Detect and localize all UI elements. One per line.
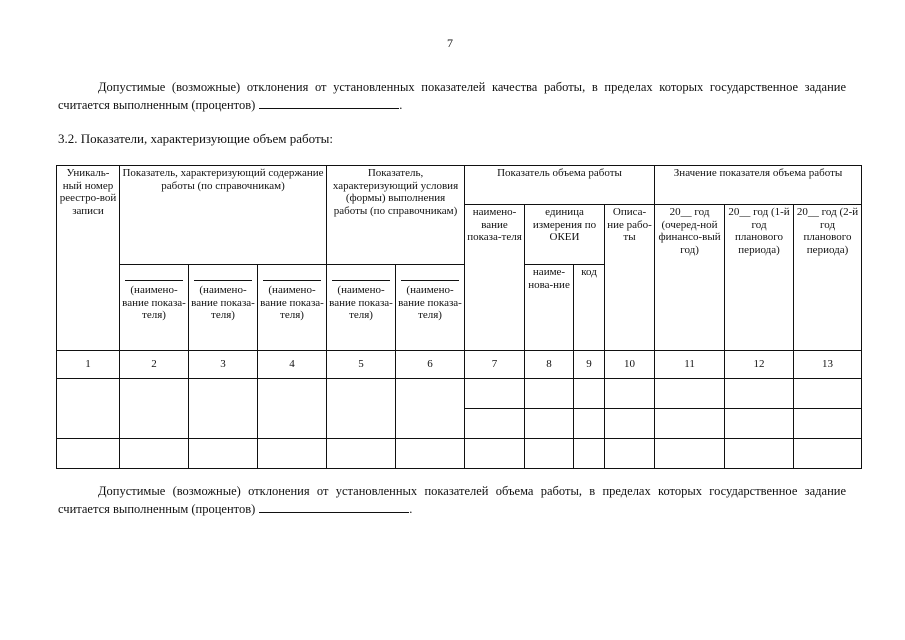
- empty-cell: [327, 379, 396, 439]
- content-subindicator-1: [120, 265, 189, 351]
- section-heading: 3.2. Показатели, характеризующие объем работы:: [58, 131, 333, 146]
- unit-okei-header: единица измерения по ОКЕИ: [525, 205, 605, 265]
- next-financial-year-header: 20__ год (очеред-ной финансо-вый год): [655, 205, 725, 351]
- first-planning-year-header: 20__ год (1-й год планового периода): [725, 205, 794, 351]
- column-number: 2: [120, 351, 189, 379]
- empty-cell: [525, 379, 574, 409]
- column-number: 12: [725, 351, 794, 379]
- indicator-name-blank: [401, 280, 459, 281]
- page-number: 7: [447, 36, 453, 50]
- empty-cell: [465, 439, 525, 469]
- empty-cell: [725, 379, 794, 409]
- work-volume-table: [56, 165, 862, 469]
- subindicator-label: (наимено-вание показа-теля): [329, 284, 393, 321]
- volume-indicator-header: Показатель объема работы: [465, 166, 655, 205]
- volume-deviation-blank: [259, 500, 409, 513]
- table-row: [57, 439, 862, 469]
- second-planning-year-header: 20__ год (2-й год планового периода): [794, 205, 862, 351]
- empty-cell: [525, 439, 574, 469]
- empty-cell: [605, 439, 655, 469]
- empty-cell: [57, 439, 120, 469]
- empty-cell: [605, 409, 655, 439]
- table-row: [57, 379, 862, 409]
- header-row-1: [57, 166, 862, 205]
- empty-cell: [396, 379, 465, 439]
- column-number: 10: [605, 351, 655, 379]
- subindicator-label: (наимено-вание показа-теля): [260, 284, 324, 321]
- empty-cell: [258, 379, 327, 439]
- empty-cell: [57, 379, 120, 439]
- empty-cell: [574, 439, 605, 469]
- empty-cell: [465, 409, 525, 439]
- paragraph-end-mark: .: [409, 502, 413, 516]
- column-number: 13: [794, 351, 862, 379]
- empty-cell: [120, 439, 189, 469]
- content-subindicator-2: [189, 265, 258, 351]
- content-indicator-header: Показатель, характеризующий содержание работы (по справочникам): [120, 166, 327, 265]
- paragraph-end-mark: .: [399, 98, 403, 112]
- empty-cell: [574, 379, 605, 409]
- subindicator-label: (наимено-вание показа-теля): [398, 284, 462, 321]
- volume-indicator-name-header: наимено-вание показа-теля: [465, 205, 525, 351]
- unit-code-header: код: [574, 265, 605, 351]
- empty-cell: [525, 409, 574, 439]
- column-number: 8: [525, 351, 574, 379]
- empty-cell: [396, 439, 465, 469]
- column-number: 5: [327, 351, 396, 379]
- conditions-indicator-header: Показатель, характеризующий условия (формы) выполнения работы (по справочникам): [327, 166, 465, 265]
- empty-cell: [725, 409, 794, 439]
- condition-subindicator-1: [327, 265, 396, 351]
- indicator-name-blank: [194, 280, 252, 281]
- empty-cell: [605, 379, 655, 409]
- indicator-name-blank: [332, 280, 390, 281]
- column-number: 11: [655, 351, 725, 379]
- empty-cell: [725, 439, 794, 469]
- column-number-row: [57, 351, 862, 379]
- volume-value-header: Значение показателя объема работы: [655, 166, 862, 205]
- indicator-name-blank: [125, 280, 183, 281]
- indicator-name-blank: [263, 280, 321, 281]
- subindicator-label: (наимено-вание показа-теля): [122, 284, 186, 321]
- column-number: 6: [396, 351, 465, 379]
- condition-subindicator-2: [396, 265, 465, 351]
- empty-cell: [189, 379, 258, 439]
- column-number: 1: [57, 351, 120, 379]
- volume-deviation-paragraph: [58, 483, 846, 518]
- content-subindicator-3: [258, 265, 327, 351]
- empty-cell: [655, 439, 725, 469]
- column-number: 4: [258, 351, 327, 379]
- volume-deviation-text: Допустимые (возможные) отклонения от установленных показателей объема работы, в пределах которых государственное задание считается выполненным (процентов): [58, 484, 846, 516]
- quality-deviation-text: Допустимые (возможные) отклонения от установленных показателей качества работы, в пределах которых государственное задание считается выполненным (процентов): [58, 80, 846, 112]
- quality-deviation-blank: [259, 96, 399, 109]
- subindicator-label: (наимено-вание показа-теля): [191, 284, 255, 321]
- quality-deviation-paragraph: [58, 79, 846, 114]
- empty-cell: [794, 439, 862, 469]
- empty-cell: [574, 409, 605, 439]
- column-number: 9: [574, 351, 605, 379]
- unit-name-header: наиме-нова-ние: [525, 265, 574, 351]
- work-description-header: Описа-ние рабо-ты: [605, 205, 655, 351]
- empty-cell: [258, 439, 327, 469]
- empty-cell: [120, 379, 189, 439]
- empty-cell: [794, 379, 862, 409]
- unique-record-number-header: Уникаль-ный номер реестро-вой записи: [57, 166, 120, 351]
- empty-cell: [794, 409, 862, 439]
- empty-cell: [189, 439, 258, 469]
- column-number: 3: [189, 351, 258, 379]
- empty-cell: [655, 379, 725, 409]
- column-number: 7: [465, 351, 525, 379]
- empty-cell: [465, 379, 525, 409]
- empty-cell: [327, 439, 396, 469]
- empty-cell: [655, 409, 725, 439]
